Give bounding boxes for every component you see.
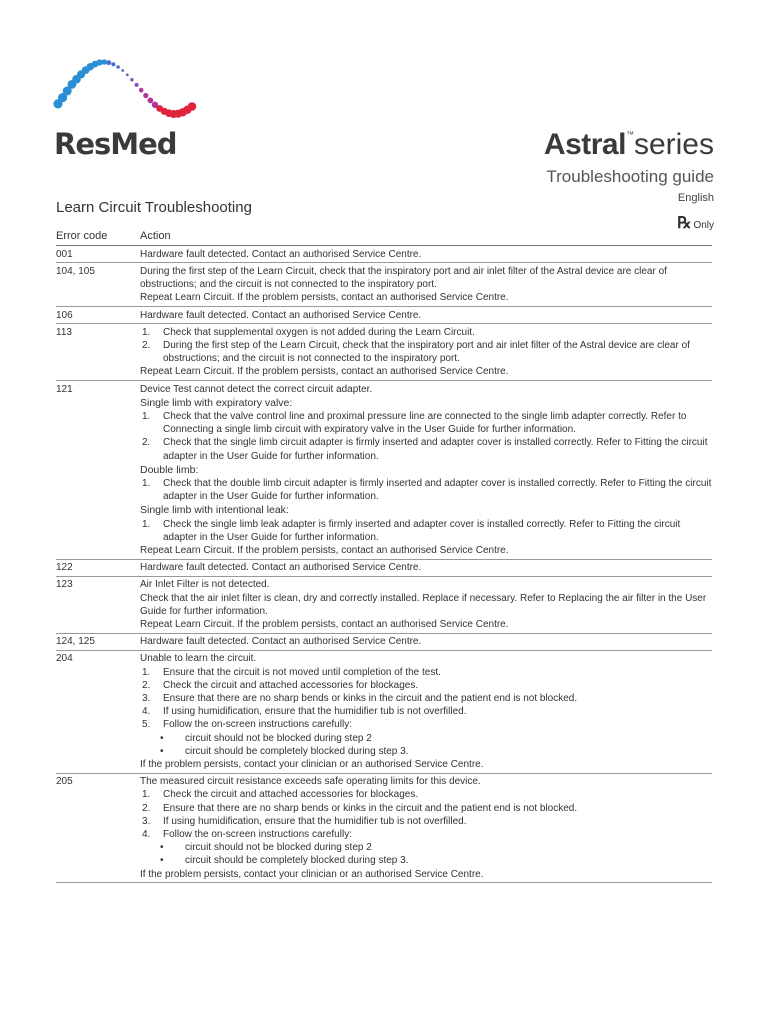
numbered-step bbox=[140, 436, 712, 462]
action-text: Repeat Learn Circuit. If the problem persists, contact an authorised Service Centre. bbox=[140, 292, 509, 304]
bullet-item bbox=[140, 854, 712, 867]
step-number: 5. bbox=[142, 719, 151, 731]
bullet-text: circuit should be completely blocked during step 3. bbox=[185, 855, 409, 867]
step-number: 1. bbox=[142, 518, 151, 530]
action-text: If the problem persists, contact your clinician or an authorised Service Centre. bbox=[140, 868, 484, 880]
error-code-cell: 124, 125 bbox=[56, 633, 140, 650]
table-row bbox=[56, 307, 712, 324]
logo-dot bbox=[126, 73, 129, 76]
logo-dot bbox=[106, 60, 111, 65]
action-cell bbox=[140, 559, 712, 576]
logo-dot bbox=[135, 83, 139, 87]
action-text: Repeat Learn Circuit. If the problem persists, contact an authorised Service Centre. bbox=[140, 366, 509, 378]
numbered-step bbox=[140, 718, 712, 731]
action-text: The measured circuit resistance exceeds safe operating limits for this device. bbox=[140, 776, 481, 788]
numbered-step bbox=[140, 705, 712, 718]
action-cell bbox=[140, 246, 712, 263]
step-text: If using humidification, ensure that the humidifier tub is not overfilled. bbox=[163, 815, 467, 827]
numbered-step bbox=[140, 802, 712, 815]
action-text: During the first step of the Learn Circuit, check that the inspiratory port and air inlet filter of the Astral device are clear of obstructions; and the circuit is not connected to the inspiratory port. bbox=[140, 265, 667, 291]
step-number: 4. bbox=[142, 706, 151, 718]
numbered-step bbox=[140, 679, 712, 692]
step-text: Check the circuit and attached accessories for blockages. bbox=[163, 679, 419, 691]
bullet-item bbox=[140, 732, 712, 745]
step-text: Ensure that there are no sharp bends or kinks in the circuit and the patient end is not blocked. bbox=[163, 693, 578, 704]
action-cell bbox=[140, 381, 712, 560]
table-row bbox=[56, 246, 712, 263]
step-text: Check that the valve control line and proximal pressure line are connected to the single limb adapter correctly. Refer to Connecting a single limb circuit with expiratory valve in the User Guide for further information. bbox=[163, 410, 687, 436]
language-label: English bbox=[677, 192, 714, 204]
numbered-step bbox=[140, 815, 712, 828]
step-number: 2. bbox=[142, 679, 151, 691]
step-number: 1. bbox=[142, 477, 151, 489]
step-text: During the first step of the Learn Circuit, check that the inspiratory port and air inlet filter of the Astral device are clear of obstructions; and the circuit is not connected to the inspiratory port. bbox=[163, 339, 690, 365]
table-row bbox=[56, 263, 712, 307]
numbered-step bbox=[140, 477, 712, 503]
numbered-step bbox=[140, 828, 712, 841]
action-cell bbox=[140, 633, 712, 650]
bullet-dot-icon: • bbox=[160, 855, 164, 867]
action-cell bbox=[140, 324, 712, 381]
numbered-step bbox=[140, 339, 712, 365]
numbered-step bbox=[140, 666, 712, 679]
logo-dot bbox=[188, 102, 197, 111]
table-body bbox=[56, 246, 712, 883]
error-code-cell: 106 bbox=[56, 307, 140, 324]
step-text: Follow the on-screen instructions carefully: bbox=[163, 719, 352, 731]
step-number: 2. bbox=[142, 437, 151, 449]
error-code-cell: 104, 105 bbox=[56, 263, 140, 307]
step-text: Check that supplemental oxygen is not added during the Learn Circuit. bbox=[163, 326, 475, 338]
error-code-cell: 204 bbox=[56, 650, 140, 773]
rx-symbol: ℞ bbox=[677, 213, 692, 232]
step-number: 1. bbox=[142, 789, 151, 801]
action-text: Hardware fault detected. Contact an authorised Service Centre. bbox=[140, 248, 422, 260]
table-row bbox=[56, 324, 712, 381]
logo-dot bbox=[130, 78, 133, 81]
numbered-step bbox=[140, 788, 712, 801]
logo-dot bbox=[116, 65, 120, 69]
step-number: 3. bbox=[142, 815, 151, 827]
table-header-row bbox=[56, 228, 712, 246]
error-code-cell: 122 bbox=[56, 559, 140, 576]
step-text: Follow the on-screen instructions carefully: bbox=[163, 829, 352, 841]
subheading: Double limb: bbox=[140, 463, 199, 476]
action-text: Device Test cannot detect the correct circuit adapter. bbox=[140, 383, 373, 395]
bullet-dot-icon: • bbox=[160, 842, 164, 854]
error-code-cell: 121 bbox=[56, 381, 140, 560]
numbered-step bbox=[140, 518, 712, 544]
table-row bbox=[56, 633, 712, 650]
table-row bbox=[56, 559, 712, 576]
trademark-symbol: ™ bbox=[625, 130, 634, 139]
error-code-cell: 123 bbox=[56, 576, 140, 633]
action-text: Unable to learn the circuit. bbox=[140, 653, 257, 665]
bullet-text: circuit should not be blocked during step 2 bbox=[185, 842, 372, 854]
step-text: Check that the double limb circuit adapter is firmly inserted and adapter cover is installed correctly. Refer to Fitting the circuit adapter in the User Guide for further information. bbox=[163, 477, 712, 503]
bullet-dot-icon: • bbox=[160, 745, 164, 757]
action-cell bbox=[140, 650, 712, 773]
action-cell bbox=[140, 773, 712, 883]
bullet-text: circuit should not be blocked during step 2 bbox=[185, 732, 372, 744]
resmed-wordmark: ResMed bbox=[54, 127, 177, 161]
error-code-cell: 205 bbox=[56, 773, 140, 883]
step-text: Ensure that there are no sharp bends or kinks in the circuit and the patient end is not blocked. bbox=[163, 802, 578, 814]
step-number: 1. bbox=[142, 326, 151, 338]
bullet-dot-icon: • bbox=[160, 732, 164, 744]
step-number: 1. bbox=[142, 410, 151, 422]
action-text: Hardware fault detected. Contact an authorised Service Centre. bbox=[140, 309, 422, 321]
step-text: Ensure that the circuit is not moved until completion of the test. bbox=[163, 666, 441, 678]
logo-dot bbox=[111, 62, 115, 66]
product-title bbox=[544, 128, 714, 162]
logo-dot bbox=[148, 98, 154, 104]
numbered-step bbox=[140, 410, 712, 436]
numbered-step bbox=[140, 692, 712, 705]
page-title: Learn Circuit Troubleshooting bbox=[56, 199, 252, 216]
bullet-item bbox=[140, 841, 712, 854]
numbered-step bbox=[140, 326, 712, 339]
product-suffix: series bbox=[633, 128, 714, 161]
step-text: Check the circuit and attached accessories for blockages. bbox=[163, 789, 419, 801]
action-text: Repeat Learn Circuit. If the problem persists, contact an authorised Service Centre. bbox=[140, 618, 509, 630]
column-header-error-code: Error code bbox=[56, 228, 140, 246]
action-text: Air Inlet Filter is not detected. bbox=[140, 579, 270, 591]
subheading: Single limb with expiratory valve: bbox=[140, 396, 293, 409]
table-row bbox=[56, 576, 712, 633]
step-number: 4. bbox=[142, 829, 151, 841]
step-number: 3. bbox=[142, 693, 151, 704]
action-text: Hardware fault detected. Contact an authorised Service Centre. bbox=[140, 636, 422, 648]
resmed-swirl-logo bbox=[50, 50, 200, 120]
error-code-cell: 113 bbox=[56, 324, 140, 381]
action-text: If the problem persists, contact your clinician or an authorised Service Centre. bbox=[140, 759, 484, 771]
error-code-cell: 001 bbox=[56, 246, 140, 263]
step-text: Check the single limb leak adapter is firmly inserted and adapter cover is installed correctly. Refer to Fitting the circuit adapter in the User Guide for further information. bbox=[163, 518, 681, 543]
logo-dot bbox=[139, 88, 144, 93]
action-text: Repeat Learn Circuit. If the problem persists, contact an authorised Service Centre. bbox=[140, 544, 509, 556]
action-cell bbox=[140, 576, 712, 633]
step-number: 2. bbox=[142, 339, 151, 351]
action-cell bbox=[140, 307, 712, 324]
table-row bbox=[56, 381, 712, 560]
column-header-action: Action bbox=[140, 228, 712, 246]
action-text: Check that the air inlet filter is clean, dry and correctly installed. Replace if necessary. Refer to Replacing the air filter in the User Guide for further information. bbox=[140, 592, 707, 617]
step-number: 2. bbox=[142, 802, 151, 814]
bullet-item bbox=[140, 745, 712, 758]
action-text: Hardware fault detected. Contact an authorised Service Centre. bbox=[140, 562, 422, 574]
step-text: Check that the single limb circuit adapter is firmly inserted and adapter cover is installed correctly. Refer to Fitting the circuit adapter in the User Guide for further information. bbox=[163, 437, 708, 462]
step-text: If using humidification, ensure that the humidifier tub is not overfilled. bbox=[163, 706, 467, 718]
subheading: Single limb with intentional leak: bbox=[140, 504, 289, 517]
rx-only-text: Only bbox=[693, 220, 714, 231]
action-cell bbox=[140, 263, 712, 307]
guide-title: Troubleshooting guide bbox=[546, 167, 714, 186]
logo-dot bbox=[101, 59, 107, 65]
logo-dot bbox=[143, 93, 148, 98]
bullet-text: circuit should be completely blocked during step 3. bbox=[185, 745, 409, 757]
product-name: Astral bbox=[543, 128, 626, 161]
table-row bbox=[56, 773, 712, 883]
step-number: 1. bbox=[142, 666, 151, 678]
table-row bbox=[56, 650, 712, 773]
logo-dot bbox=[121, 69, 124, 72]
troubleshooting-table bbox=[56, 228, 712, 883]
